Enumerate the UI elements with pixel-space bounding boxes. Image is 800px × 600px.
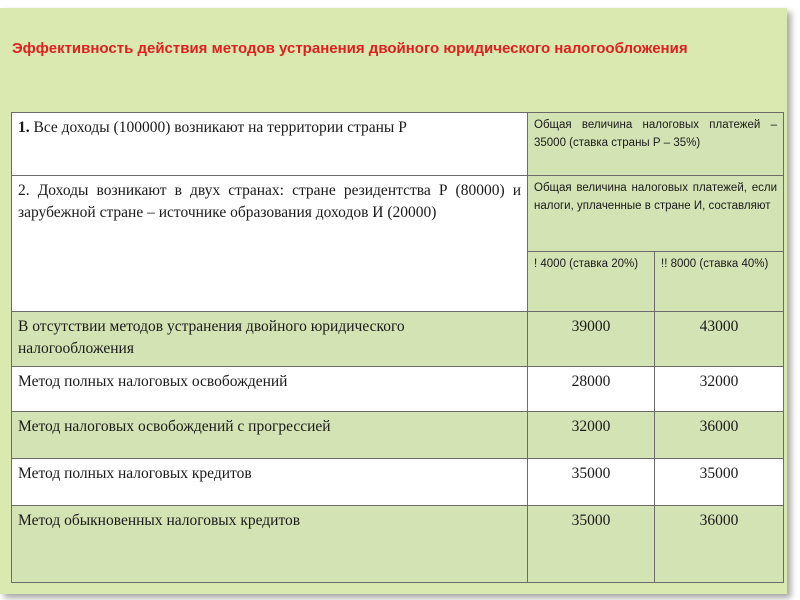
method-1-name: В отсутствии методов устранения двойного юридического налогообложения (12, 312, 528, 367)
comparison-table (11, 112, 784, 583)
slide-frame (0, 8, 787, 594)
row2-col1-header: ! 4000 (ставка 20%) (528, 252, 655, 312)
method-4-value-2: 35000 (655, 459, 784, 506)
table-row-method-1 (12, 312, 784, 367)
row1-note: Общая величина налоговых платежей – 35000 (ставка страны Р – 35%) (528, 113, 784, 176)
row2-col2-header: !! 8000 (ставка 40%) (655, 252, 784, 312)
slide-title: Эффективность действия методов устранения двойного юридического налогообложения (12, 40, 688, 57)
method-1-value-2: 43000 (655, 312, 784, 367)
table-row-method-4 (12, 459, 784, 506)
row1-label: Все доходы (100000) возникают на территории страны Р (29, 119, 407, 136)
method-2-value-2: 32000 (655, 367, 784, 412)
row1-number: 1. (18, 119, 30, 136)
method-3-name: Метод налоговых освобождений с прогрессией (12, 412, 528, 459)
method-5-value-1: 35000 (528, 506, 655, 583)
row2-label: 2. Доходы возникают в двух странах: стране резидентства Р (80000) и зарубежной стране – источнике образования доходов И (20000) (12, 176, 528, 312)
method-3-value-2: 36000 (655, 412, 784, 459)
table-row-method-3 (12, 412, 784, 459)
row1-label-cell (12, 113, 528, 176)
table-row-method-2 (12, 367, 784, 412)
table-row-1 (12, 113, 784, 176)
row2-note: Общая величина налоговых платежей, если налоги, уплаченные в стране И, составляют (528, 176, 784, 252)
table-row-method-5 (12, 506, 784, 583)
method-5-value-2: 36000 (655, 506, 784, 583)
method-2-name: Метод полных налоговых освобождений (12, 367, 528, 412)
method-3-value-1: 32000 (528, 412, 655, 459)
method-1-value-1: 39000 (528, 312, 655, 367)
method-4-name: Метод полных налоговых кредитов (12, 459, 528, 506)
method-4-value-1: 35000 (528, 459, 655, 506)
table-row-2a (12, 176, 784, 252)
method-5-name: Метод обыкновенных налоговых кредитов (12, 506, 528, 583)
method-2-value-1: 28000 (528, 367, 655, 412)
